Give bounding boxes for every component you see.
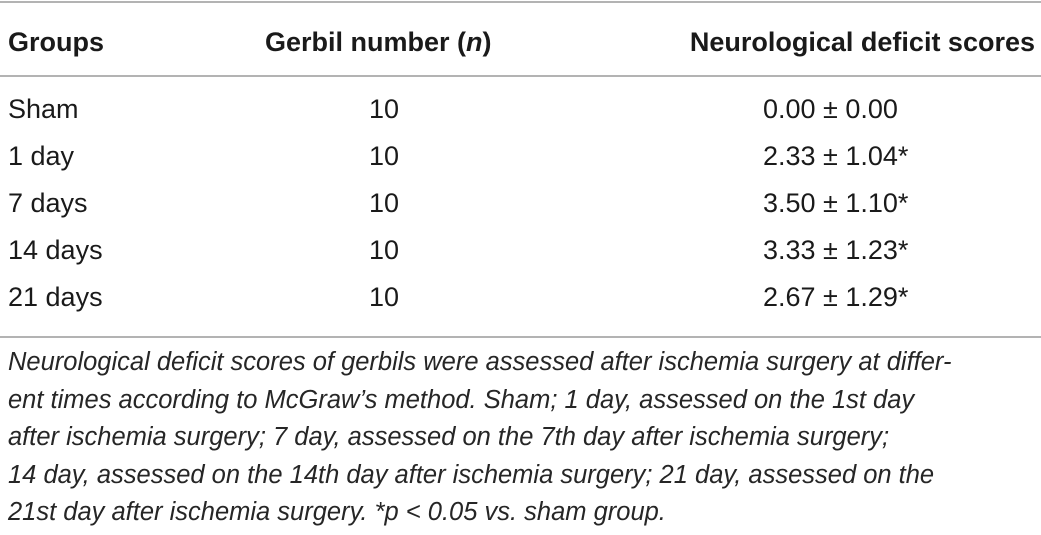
header-gerbil-number-prefix: Gerbil number ( <box>265 27 467 57</box>
table-header-rule <box>0 75 1041 77</box>
cell-group: 7 days <box>8 188 88 218</box>
cell-group: 1 day <box>8 141 75 171</box>
footnote-line: ent times according to McGraw’s method. Sham; 1 day, assessed on the 1st day <box>8 385 915 414</box>
table-row <box>0 135 1041 182</box>
cell-gerbil-number: 10 <box>369 235 400 265</box>
cell-group: 21 days <box>8 282 103 312</box>
cell-gerbil-number: 10 <box>369 282 400 312</box>
footnote-line: 14 day, assessed on the 14th day after ischemia surgery; 21 day, assessed on the <box>8 460 935 489</box>
cell-deficit-score: 2.33 ± 1.04* <box>763 141 909 171</box>
cell-deficit-score: 0.00 ± 0.00 <box>763 94 898 124</box>
cell-group: Sham <box>8 94 79 124</box>
table-row <box>0 229 1041 276</box>
table-footnote <box>8 344 1032 532</box>
footnote-line: after ischemia surgery; 7 day, assessed on the 7th day after ischemia surgery; <box>8 423 890 452</box>
table-row <box>0 182 1041 229</box>
footnote-line: Neurological deficit scores of gerbils were assessed after ischemia surgery at differ- <box>8 348 952 376</box>
header-groups: Groups <box>8 27 105 57</box>
cell-gerbil-number: 10 <box>369 94 400 124</box>
header-gerbil-number-suffix: ) <box>482 27 492 57</box>
table-body <box>0 88 1041 323</box>
table-row <box>0 88 1041 135</box>
cell-deficit-score: 2.67 ± 1.29* <box>763 282 909 312</box>
footnote-line: 21st day after ischemia surgery. *p < 0.05 vs. sham group. <box>8 498 666 527</box>
header-gerbil-number <box>265 26 492 58</box>
cell-gerbil-number: 10 <box>369 188 400 218</box>
cell-deficit-score: 3.50 ± 1.10* <box>763 188 909 218</box>
header-neurological-deficit-scores: Neurological deficit scores <box>689 27 1035 57</box>
table-header-row <box>0 2 1041 75</box>
table-bottom-rule <box>0 336 1041 338</box>
cell-gerbil-number: 10 <box>369 141 400 171</box>
cell-deficit-score: 3.33 ± 1.23* <box>763 235 909 265</box>
cell-group: 14 days <box>8 235 103 265</box>
header-gerbil-number-variable: n <box>466 27 483 57</box>
table-row <box>0 276 1041 323</box>
